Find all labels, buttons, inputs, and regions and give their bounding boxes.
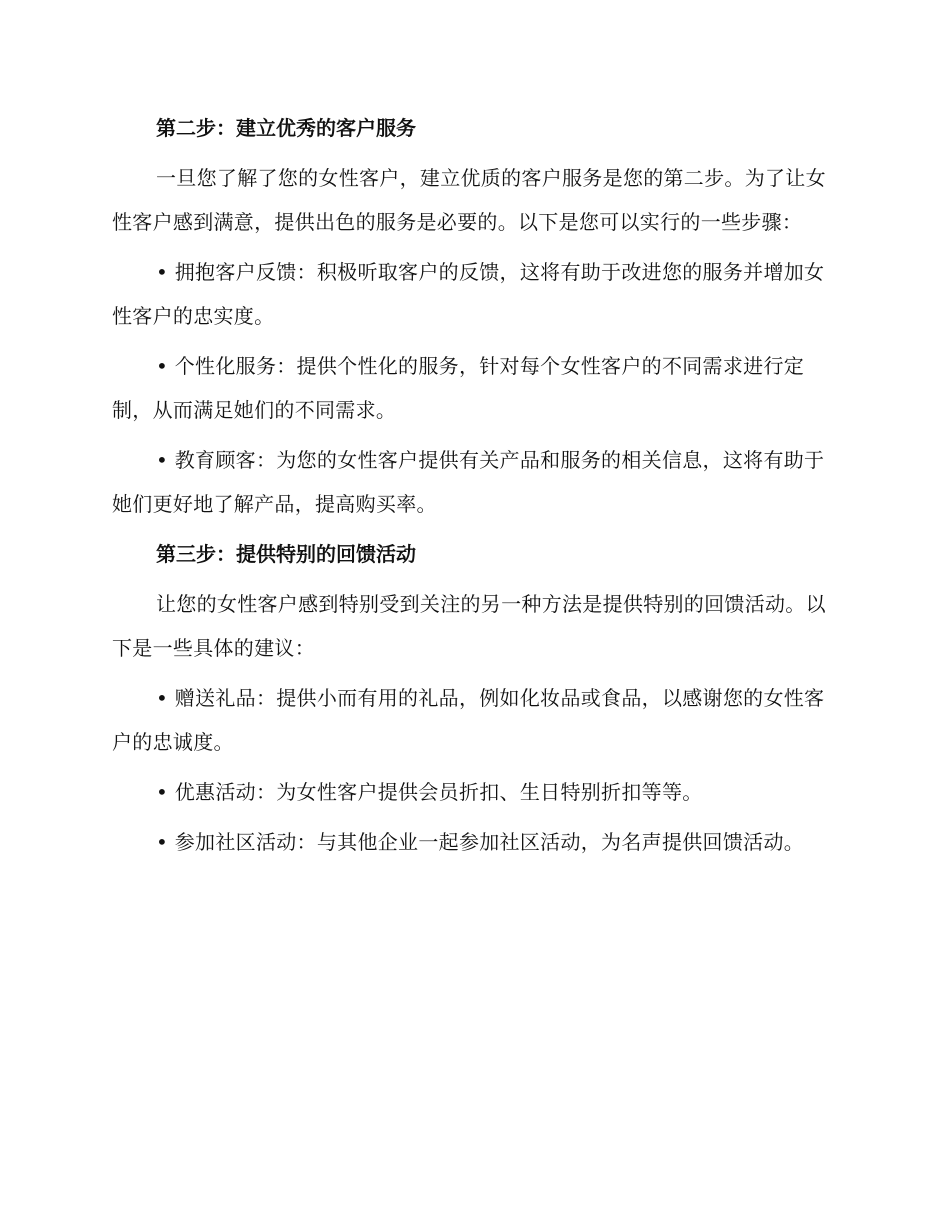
bullet-gifts: • 赠送礼品：提供小而有用的礼品，例如化妆品或食品，以感谢您的女性客户的忠诚度。 [112,686,825,754]
intro-paragraph-step-2: 一旦您了解了您的女性客户，建立优质的客户服务是您的第二步。为了让女性客户感到满意，提供出色的服务是必要的。以下是您可以实行的一些步骤： [112,166,826,234]
section-heading-step-3: 第三步：提供特别的回馈活动 [156,542,416,566]
bullet-educate-customers: • 教育顾客：为您的女性客户提供有关产品和服务的相关信息，这将有助于她们更好地了解产品，提高购买率。 [112,448,825,516]
document-page [112,106,832,870]
bullet-personalized-service: • 个性化服务：提供个性化的服务，针对每个女性客户的不同需求进行定制，从而满足她们的不同需求。 [112,354,805,422]
section-heading-step-2: 第二步：建立优秀的客户服务 [156,116,416,140]
bullet-customer-feedback: • 拥抱客户反馈：积极听取客户的反馈，这将有助于改进您的服务并增加女性客户的忠实度。 [112,260,825,328]
bullet-community-events: • 参加社区活动：与其他企业一起参加社区活动，为名声提供回馈活动。 [156,830,805,854]
intro-paragraph-step-3: 让您的女性客户感到特别受到关注的另一种方法是提供特别的回馈活动。以下是一些具体的建议： [112,592,826,660]
bullet-discounts: • 优惠活动：为女性客户提供会员折扣、生日特别折扣等等。 [156,780,703,804]
